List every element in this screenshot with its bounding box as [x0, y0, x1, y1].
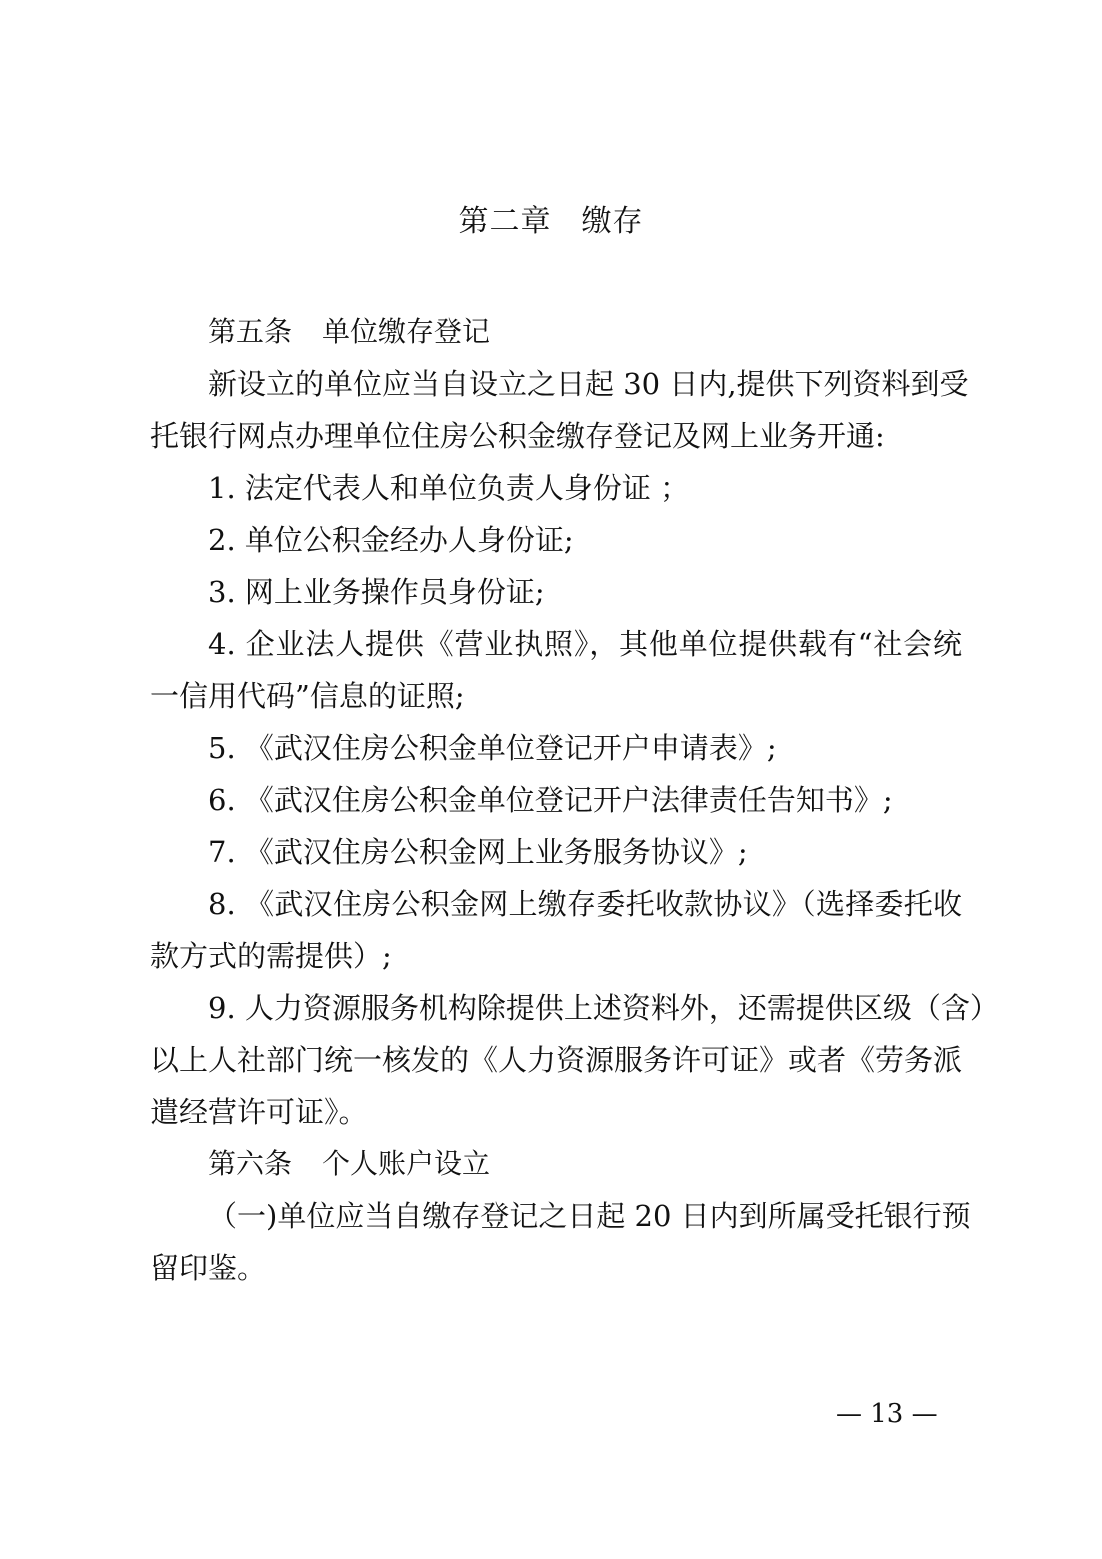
- page-number: — 13 —: [836, 1399, 938, 1429]
- article-5-item-8-line-2: 款方式的需提供）;: [150, 939, 392, 973]
- chapter-name: 缴存: [581, 204, 644, 239]
- article-5-intro-line-2: 托银行网点办理单位住房公积金缴存登记及网上业务开通:: [150, 419, 885, 453]
- article-6-number: 第六条: [208, 1147, 293, 1180]
- article-5-number: 第五条: [208, 315, 293, 348]
- document-body: [150, 306, 999, 1294]
- article-5-item-7: 7. 《武汉住房公积金网上业务服务协议》;: [208, 835, 748, 869]
- article-6-para-1-line-1: （一)单位应当自缴存登记之日起 20 日内到所属受托银行预: [208, 1199, 971, 1233]
- chapter-title: [0, 198, 1102, 246]
- article-5-item-9-line-3: 遣经营许可证》。: [150, 1095, 368, 1129]
- article-6-heading: [150, 1138, 962, 1190]
- article-5-item-6: 6. 《武汉住房公积金单位登记开户法律责任告知书》;: [208, 783, 893, 817]
- article-5-item-5: 5. 《武汉住房公积金单位登记开户申请表》;: [208, 731, 777, 765]
- article-5-item-4-line-2: 一信用代码”信息的证照;: [150, 679, 465, 713]
- chapter-number: 第二章: [458, 204, 552, 239]
- article-6-para-1-line-2: 留印鉴。: [150, 1251, 267, 1285]
- article-5-item-4-line-1: 4. 企业法人提供《营业执照》，其他单位提供载有“社会统: [208, 627, 962, 661]
- article-5-title: 单位缴存登记: [322, 315, 491, 348]
- article-5-item-9-line-2: 以上人社部门统一核发的《人力资源服务许可证》或者《劳务派: [150, 1043, 963, 1077]
- article-5-item-2: 2. 单位公积金经办人身份证;: [208, 523, 574, 557]
- article-5-intro-line-1: 新设立的单位应当自设立之日起 30 日内,提供下列资料到受: [208, 367, 969, 401]
- article-5-item-3: 3. 网上业务操作员身份证;: [208, 575, 545, 609]
- article-5-item-9-line-1: 9. 人力资源服务机构除提供上述资料外，还需提供区级（含）: [208, 991, 999, 1025]
- article-5-heading: [150, 306, 962, 358]
- article-5-item-8-line-1: 8. 《武汉住房公积金网上缴存委托收款协议》（选择委托收: [208, 887, 962, 921]
- article-5-item-1: 1. 法定代表人和单位负责人身份证 ；: [208, 471, 690, 505]
- article-6-title: 个人账户设立: [322, 1147, 491, 1180]
